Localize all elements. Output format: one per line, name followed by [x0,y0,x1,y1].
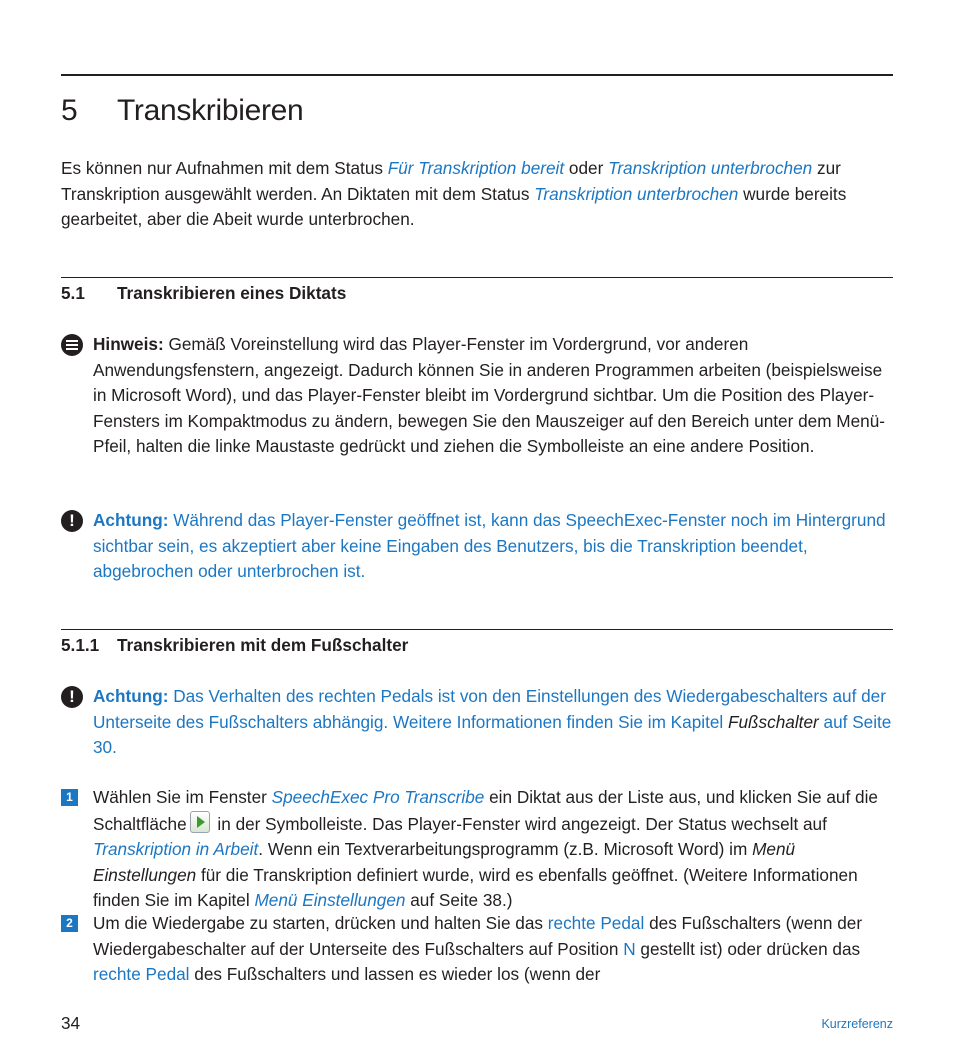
switch-position: N [623,938,636,959]
section-title: Transkribieren eines Diktats [117,283,347,303]
menu-settings: Menü Einstellungen [93,839,796,885]
caution-block-1 [61,508,893,585]
step-text: für die Transkription definiert wurde, wird es ebenfalls geöffnet. (Weitere Informationen finden Sie im Kapitel [93,864,858,910]
intro-text-1: Es können nur Aufnahmen mit dem Status [61,158,388,178]
status-interrupted-1: Transkription unterbrochen [608,158,813,178]
step-1-text [93,785,893,914]
page-number: 34 [61,1013,81,1033]
step-text: gestellt ist) oder drücken das [635,938,861,959]
intro-text-2: oder [564,158,609,178]
step-text: ein Diktat aus der Liste aus, und klicken Sie auf die Schaltfläche [93,787,878,834]
step-text: Um die Wiedergabe zu starten, drücken und halten Sie das [93,913,548,933]
caution-label: Achtung: [93,686,169,706]
exclamation-icon: ! [61,686,83,708]
status-interrupted-2: Transkription unterbrochen [534,183,739,204]
caution-label: Achtung: [93,510,169,530]
caution-body: Das Verhalten des rechten Pedals ist von den Einstellungen des Wiedergabeschalters auf der Unterseite des Fußschalters abhängig. Weitere Informationen finden Sie im Kapitel [93,686,886,732]
chapter-link-footswitch[interactable]: Fußschalter [728,711,819,732]
app-name: SpeechExec Pro Transcribe [271,787,485,807]
exclamation-icon: ! [61,510,83,532]
note-block [61,332,893,460]
section-number: 5.1.1 [61,635,100,655]
caution-page-ref: auf Seite 30. [93,711,892,757]
footer-label: Kurzreferenz [821,1017,893,1031]
section-rule-5-1 [61,277,893,278]
chapter-number: 5 [61,94,78,127]
intro-text-3: zur Transkription ausgewählt werden. An Diktaten mit dem Status [61,158,841,204]
section-heading-5-1 [61,283,346,304]
chapter-link-menu-settings[interactable]: Menü Einstellungen [254,890,406,910]
step-2 [61,911,893,988]
note-body: Gemäß Voreinstellung wird das Player-Fenster im Vordergrund, vor anderen Anwendungsfenstern, angezeigt. Dadurch können Sie in anderen Programmen arbeiten (beispielsweise in Microsoft Word), und das Player-Fenster bleibt im Vordergrund sichtbar. Um die Position des Player-Fensters im Kompaktmodus zu ändern, bewegen Sie den Mauszeiger auf den Bereich unter dem Menü-Pfeil, halten die linke Maustaste gedrückt und ziehen die Symbolleiste an eine andere Position. [93,334,886,456]
note-label: Hinweis: [93,334,164,354]
caution-body: Während das Player-Fenster geöffnet ist, kann das SpeechExec-Fenster noch im Hintergrund sichtbar sein, es akzeptiert aber keine Eingaben des Benutzers, bis die Transkription beendet, abgebrochen oder unterbrochen ist. [93,510,886,581]
caution-text-2 [93,684,893,761]
step-2-text [93,911,893,988]
step-text: in der Symbolleiste. Das Player-Fenster wird angezeigt. Der Status wechselt auf [212,813,827,834]
caution-block-2 [61,684,893,761]
status-ready: Für Transkription bereit [387,158,565,178]
section-heading-5-1-1 [61,635,408,656]
step-text: des Fußschalters (wenn der Wiedergabeschalter auf der Unterseite des Fußschalters auf Position [93,913,863,959]
step-number-badge: 1 [61,789,78,806]
section-rule-5-1-1 [61,629,893,630]
status-in-progress: Transkription in Arbeit [93,839,259,859]
section-number: 5.1 [61,283,85,303]
intro-text-4: wurde bereits gearbeitet, aber die Abeit wurde unterbrochen. [61,183,847,229]
step-text: . Wenn ein Textverarbeitungsprogramm (z.B. Microsoft Word) im [258,839,753,859]
step-text: Wählen Sie im Fenster [93,787,272,807]
right-pedal-term: rechte Pedal [93,964,190,984]
note-text [93,332,893,460]
caution-text-1 [93,508,893,585]
intro-paragraph [61,156,893,233]
step-text: auf Seite 38.) [405,890,513,910]
chapter-title [61,94,303,128]
play-toolbar-icon[interactable] [190,811,210,833]
step-number-badge: 2 [61,915,78,932]
top-rule [61,74,893,76]
right-pedal-term: rechte Pedal [547,913,645,933]
step-1 [61,785,893,914]
step-text: des Fußschalters und lassen es wieder los (wenn der [189,964,601,984]
section-title: Transkribieren mit dem Fußschalter [117,635,409,655]
note-icon [61,334,83,356]
chapter-title-text: Transkribieren [117,94,304,127]
